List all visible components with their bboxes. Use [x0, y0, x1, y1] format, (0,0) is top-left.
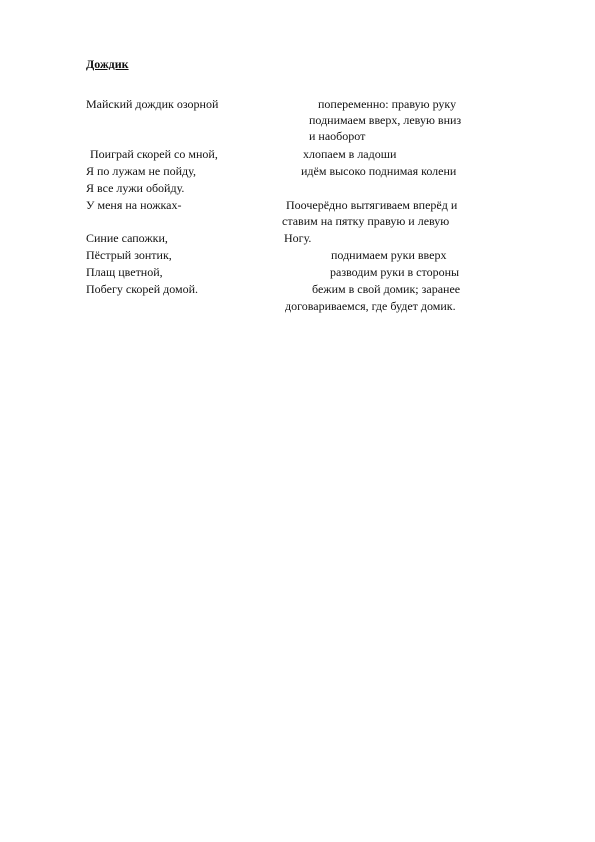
poem-line-1: Майский дождик озорной	[86, 97, 219, 111]
poem-line-6: Синие сапожки,	[86, 231, 168, 245]
movement-instruction: поднимаем вверх, левую вниз	[309, 113, 462, 127]
movement-instruction: идём высоко поднимая колени	[301, 164, 457, 178]
movement-instruction: и наоборот	[309, 129, 366, 143]
movement-instruction: хлопаем в ладоши	[303, 147, 397, 161]
movement-instruction: Ногу.	[284, 231, 312, 245]
movement-instruction: Поочерёдно вытягиваем вперёд и	[286, 198, 458, 212]
poem-line-8: Плащ цветной,	[86, 265, 163, 279]
poem-line-3: Я по лужам не пойду,	[86, 164, 196, 178]
poem-line-7: Пёстрый зонтик,	[86, 248, 172, 262]
movement-instruction: бежим в свой домик; заранее	[312, 282, 461, 296]
movement-instruction: ставим на пятку правую и левую	[282, 214, 450, 228]
movement-instruction: разводим руки в стороны	[330, 265, 460, 279]
poem-line-2: Поиграй скорей со мной,	[90, 147, 218, 161]
movement-instruction: поднимаем руки вверх	[331, 248, 447, 262]
movement-instruction: попеременно: правую руку	[318, 97, 457, 111]
poem-line-4: Я все лужи обойду.	[86, 181, 185, 195]
poem-title: Дождик	[86, 57, 129, 71]
poem-line-9: Побегу скорей домой.	[86, 282, 199, 296]
movement-instruction: договариваемся, где будет домик.	[285, 299, 456, 313]
poem-line-5: У меня на ножках-	[86, 198, 182, 212]
